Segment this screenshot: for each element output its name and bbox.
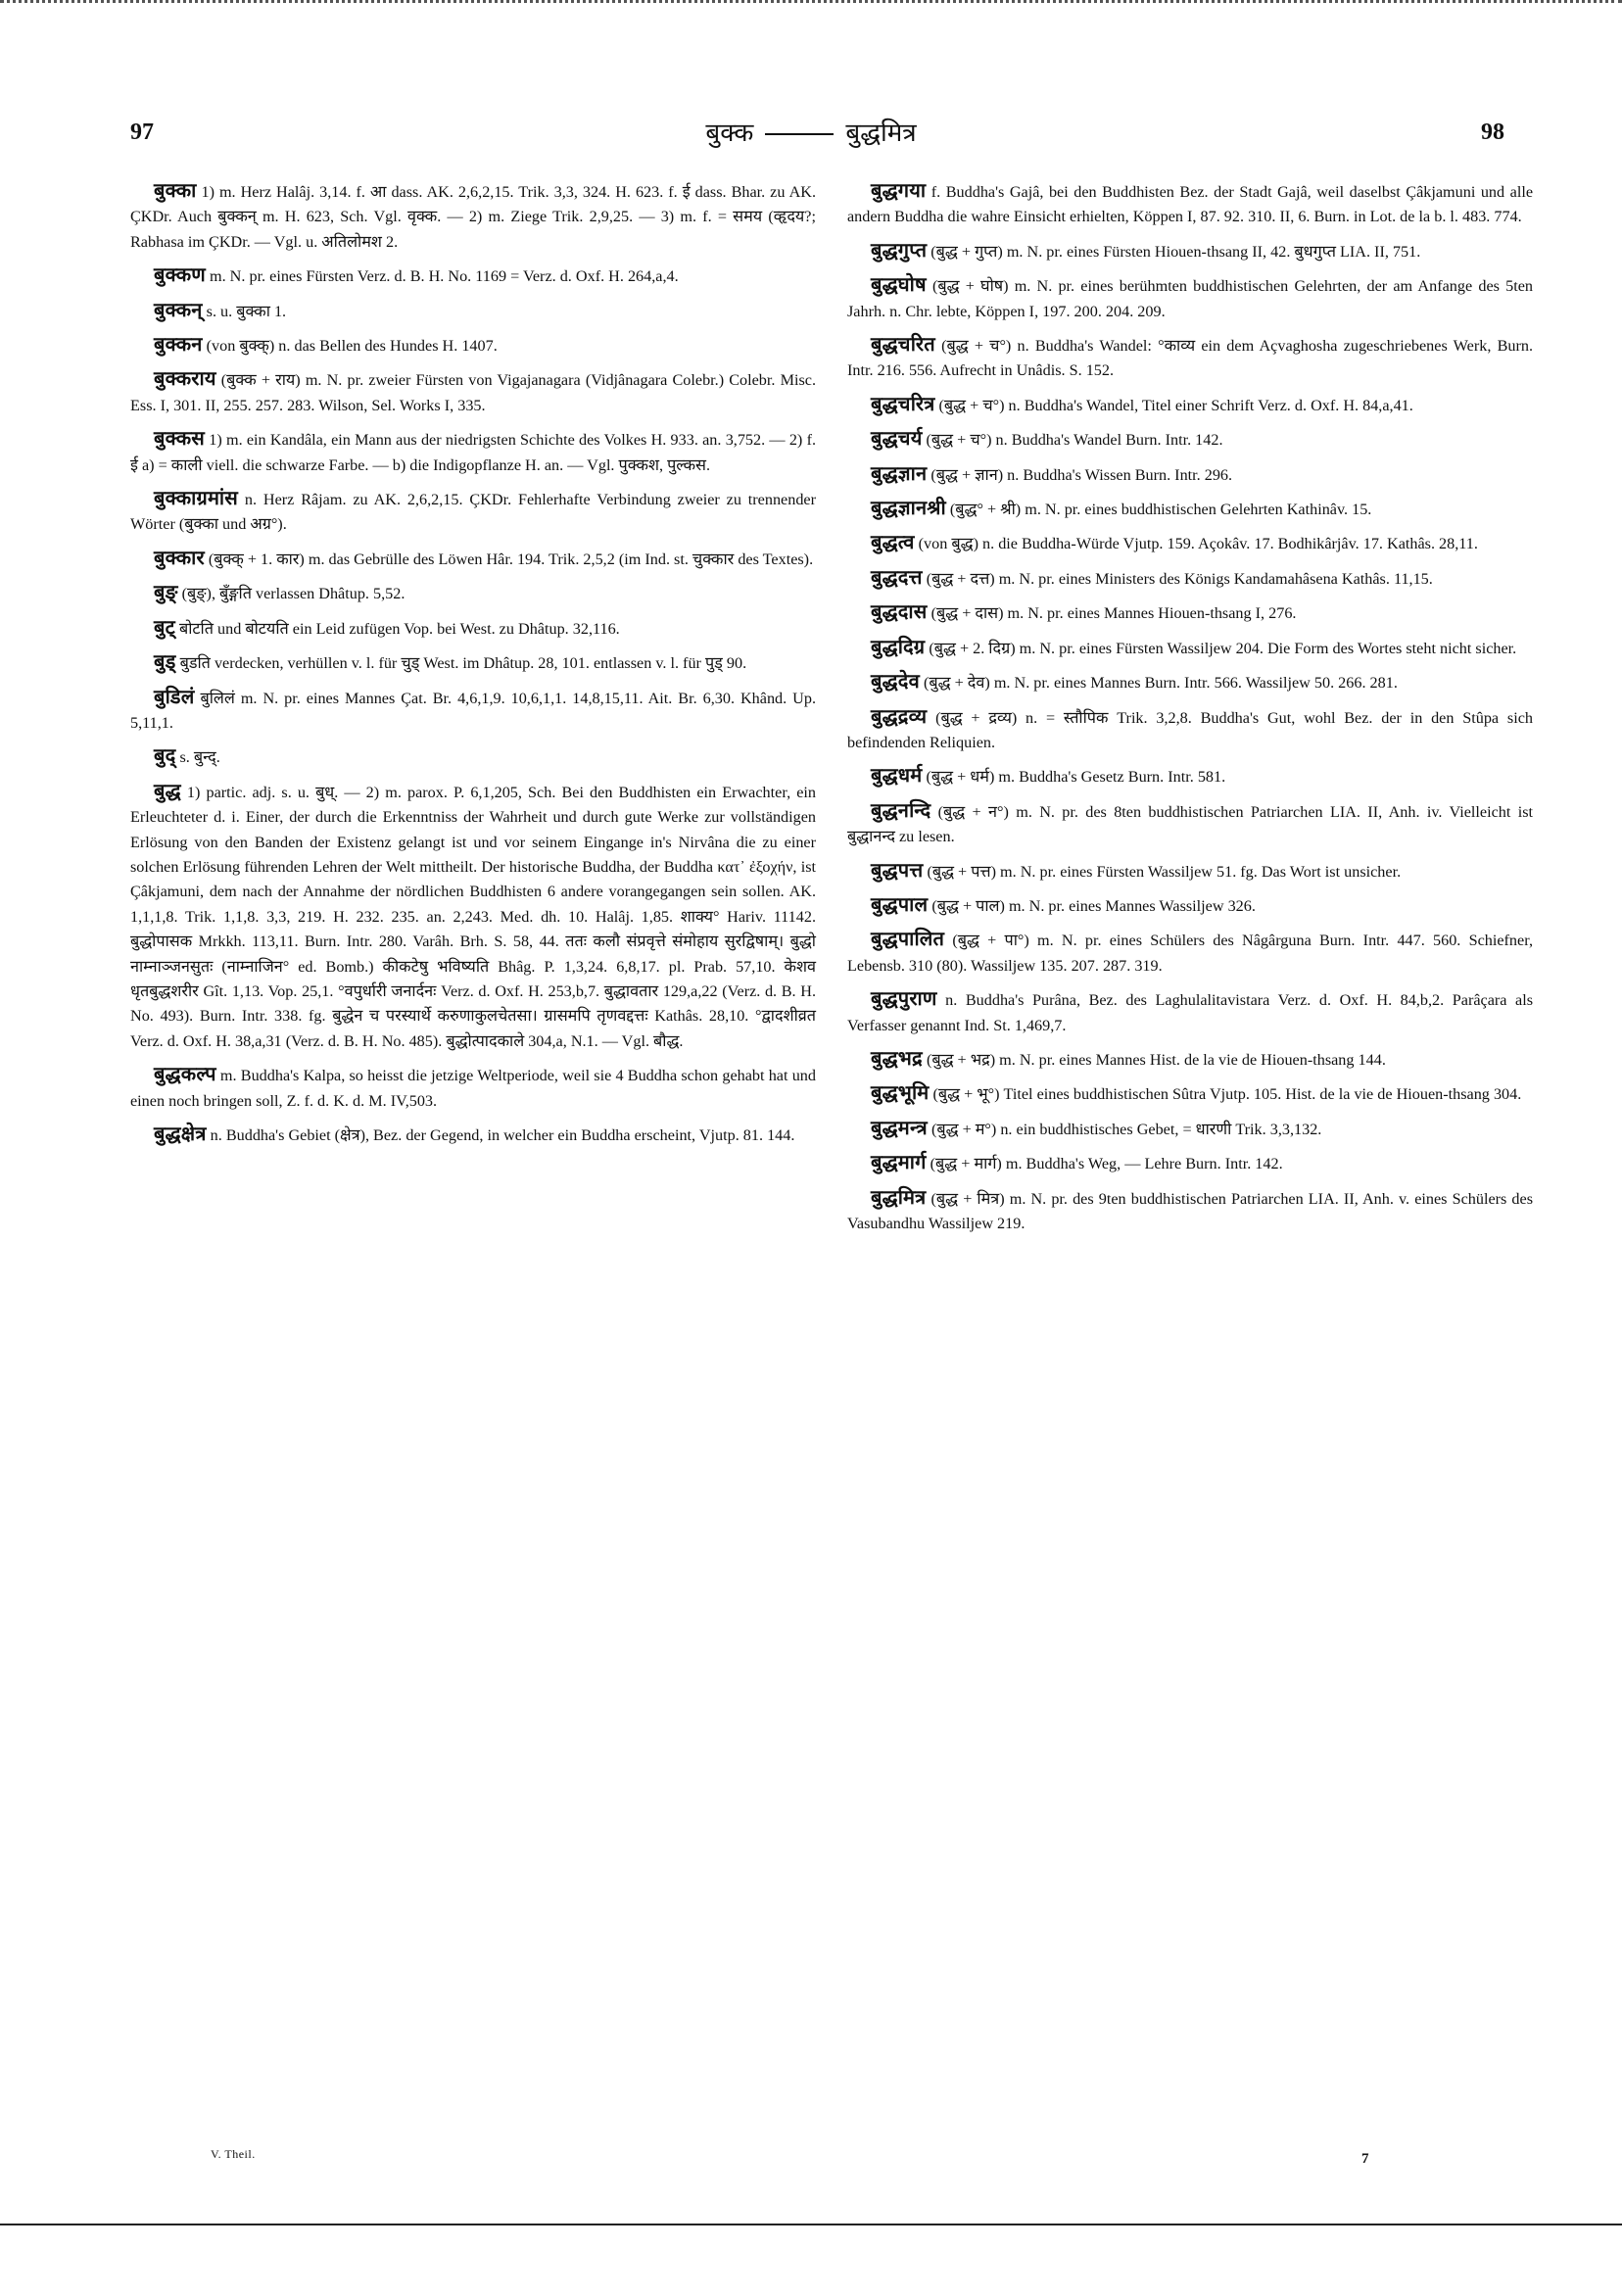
entry-headword: बुद्धद्रव्य xyxy=(871,703,928,728)
dictionary-entry xyxy=(130,1122,816,1148)
entry-text: (बुद्ध + भू°) Titel eines buddhistischen Sûtra Vjutp. 105. Hist. de la vie de Hiouen-thsang 304. xyxy=(932,1085,1522,1104)
entry-headword: बुद्धकल्प xyxy=(154,1062,216,1086)
dictionary-entry xyxy=(847,461,1533,488)
dictionary-entry xyxy=(847,565,1533,592)
dictionary-entry xyxy=(847,763,1533,789)
dictionary-entry xyxy=(130,178,816,255)
page-number-left: 97 xyxy=(130,120,154,145)
entry-headword: बुक्कार xyxy=(154,545,205,569)
entry-headword: बुद्धभूमि xyxy=(871,1080,930,1105)
entry-headword: बुद्धगुप्त xyxy=(871,237,928,262)
dictionary-entry xyxy=(847,178,1533,230)
entry-text: n. Buddha's Gebiet (क्षेत्र), Bez. der Gegend, in welcher ein Buddha erscheint, Vjutp. 81. 144. xyxy=(210,1126,795,1144)
dictionary-entry xyxy=(130,649,816,676)
dictionary-entry xyxy=(130,263,816,289)
entry-headword: बुद्धक्षेत्र xyxy=(154,1122,207,1145)
entry-headword: बुद्धचरित्र xyxy=(871,391,935,415)
running-head xyxy=(0,114,1622,149)
entry-headword: बुक्कन् xyxy=(154,297,203,321)
entry-headword: बुक्कण xyxy=(154,263,206,287)
dictionary-entry xyxy=(847,1116,1533,1142)
signature-mark: 7 xyxy=(1361,2151,1369,2167)
entry-headword: बुद्धदास xyxy=(871,599,928,624)
entry-headword: बुडिलं xyxy=(154,684,195,708)
entry-text: 1) m. ein Kandâla, ein Mann aus der niedrigsten Schichte des Volkes H. 933. an. 3,752. — 2) f. ई a) = काली viell. die schwarze Farbe. — b) die Indigopflanze H. an. — Vgl. पुक्कश, पुल्कस. xyxy=(130,431,817,474)
entry-text: f. Buddha's Gajâ, bei den Buddhisten Bez. der Stadt Gajâ, weil daselbst Çâkjamuni und alle andern Buddha die wahre Einsicht erhielten, Köppen I, 87. 92. 310. II, 6. Burn. in Lot. de la b. l. 483. 774. xyxy=(847,183,1533,226)
entry-text: (बुद्ध + पाल) m. N. pr. eines Mannes Wassiljew 326. xyxy=(931,896,1256,915)
dictionary-entry xyxy=(847,635,1533,661)
entry-headword: बुङ् xyxy=(154,580,178,604)
entry-headword: बुद्धभद्र xyxy=(871,1045,923,1070)
entry-headword: बुद्धदत्त xyxy=(871,564,923,589)
entry-headword: बुक्कराय xyxy=(154,366,216,391)
entry-headword: बुद्धनन्दि xyxy=(871,797,931,822)
entry-headword: बुद्धपुराण xyxy=(871,986,937,1011)
entry-text: (बुद्ध + धर्म) m. Buddha's Gesetz Burn. Intr. 581. xyxy=(926,768,1226,787)
dictionary-entry xyxy=(847,332,1533,384)
dictionary-entry xyxy=(130,743,816,770)
entry-text: (बुक्क + राय) m. N. pr. zweier Fürsten von Vigajanagara (Vidjânagara Colebr.) Colebr. Misc. Ess. I, 301. II, 255. 257. 283. Wilson, Sel. Works I, 335. xyxy=(130,371,817,414)
entry-headword: बुद्धधर्म xyxy=(871,763,923,788)
entry-headword: बुद्धमित्र xyxy=(871,1184,927,1209)
dictionary-entry xyxy=(847,858,1533,885)
entry-text: (बुद्ध + म°) n. ein buddhistisches Gebet, = धारणी Trik. 3,3,132. xyxy=(930,1120,1322,1138)
dictionary-entry xyxy=(847,496,1533,522)
dictionary-entry xyxy=(847,530,1533,556)
entry-headword: बुद्धज्ञानश्री xyxy=(871,496,946,520)
entry-headword: बुद्धपत्त xyxy=(871,857,924,882)
entry-text: (बुद्ध° + श्री) m. N. pr. eines buddhistischen Gelehrten Kathinâv. 15. xyxy=(949,501,1372,519)
dictionary-entry xyxy=(130,615,816,642)
entry-text: (बुद्ध + द्रव्य) n. = स्तौपिक Trik. 3,2,8. Buddha's Gut, wohl Bez. der in den Stûpa sich befindenden Reliquien. xyxy=(847,708,1533,751)
dictionary-entry xyxy=(847,986,1533,1038)
entry-headword: बुद्धदिग्र xyxy=(871,634,926,658)
entry-headword: बुक्का xyxy=(154,178,197,202)
entry-headword: बुद्धमार्ग xyxy=(871,1150,927,1174)
dictionary-entry xyxy=(130,332,816,359)
entry-text: 1) partic. adj. s. u. बुध्. — 2) m. parox. P. 6,1,205, Sch. Bei den Buddhisten ein Erwachter, ein Erleuchteter d. i. Einer, der durch die Erkenntniss der Wahrheit und durch gute Werke zur vollständigen Erlösung von den Banden der Existenz gelangt ist und vor seinem Eingange in's Nirvâna die zu einer solchen Erlösung führenden Lehren der Welt mittheilt. Der historische Buddha, der Buddha κατ᾽ ἐξοχήν, ist Çâkjamuni, dem nach der Annahme der nördlichen Buddhisten 6 andere vorangegangen sein sollen. AK. 1,1,1,8. Trik. 1,1,8. 3,3, 219. H. 232. 235. an. 2,243. Med. dh. 10. Halâj. 1,85. शाक्य° Hariv. 11142. बुद्धोपासक Mrkkh. 113,11. Burn. Intr. 280. Varâh. Brh. S. 58, 44. ततः कलौ संप्रवृत्ते संमोहाय सुरद्विषाम्। बुद्धो नाम्नाञ्जनसुतः (नाम्नाजिन° ed. Bomb.) कीकटेषु भविष्यति Bhâg. P. 1,3,24. 6,8,17. pl. Prab. 57,10. केशव धृतबुद्धशरीर Gît. 1,13. Vop. 25,1. °वपुर्धारी जनार्दनः Verz. d. Oxf. H. 253,b,7. बुद्धावतार 129,a,22 (Verz. d. B. H. No. 493). Burn. Intr. 338. fg. बुद्धेन च परस्यार्थे करुणाकुलचेतसा। ग्रासमपि तृणवद्दत्तः Kathâs. 28,10. °द्वादशीव्रत Verz. d. Oxf. H. 38,a,31 (Verz. d. B. H. No. 485). बुद्धोत्पादकाले 304,a, N.1. — Vgl. बौद्ध. xyxy=(130,783,816,1050)
volume-note: V. Theil. xyxy=(211,2147,256,2161)
entry-text: (बुङ्), बुँङ्गति verlassen Dhâtup. 5,52. xyxy=(181,585,406,603)
entry-text: बुडति verdecken, verhüllen v. l. für चुड् West. im Dhâtup. 28, 101. entlassen v. l. für पुड् 90. xyxy=(179,654,747,673)
entry-text: n. Herz Râjam. zu AK. 2,6,2,15. ÇKDr. Fehlerhafte Verbindung zweier zu trennender Wörter (बुक्का und अग्र°). xyxy=(130,491,816,534)
entry-text: (von बुद्ध) n. die Buddha-Würde Vjutp. 159. Açokâv. 17. Bodhikârjâv. 17. Kathâs. 28,11. xyxy=(918,535,1478,553)
entry-headword: बुद्धचरित xyxy=(871,332,935,357)
entry-headword: बुट् xyxy=(154,614,175,639)
dictionary-entry xyxy=(847,599,1533,626)
dictionary-entry xyxy=(847,272,1533,324)
dictionary-entry xyxy=(130,685,816,737)
entry-text: (बुद्ध + च°) n. Buddha's Wandel: °काव्य ein dem Açvaghosha zugeschriebenes Werk, Burn. Intr. 216. 556. Aufrecht in Unâdis. S. 152. xyxy=(847,337,1533,380)
dictionary-entry xyxy=(130,546,816,572)
running-head-last-word: बुद्धमित्र xyxy=(845,119,917,148)
left-column xyxy=(130,178,816,1156)
entry-text: (बुद्ध + गुप्त) m. N. pr. eines Fürsten Hiouen-thsang II, 42. बुधगुप्त LIA. II, 751. xyxy=(930,242,1421,261)
entry-text: बुलिलं m. N. pr. eines Mannes Çat. Br. 4,6,1,9. 10,6,1,1. 14,8,15,11. Ait. Br. 6,30. Khând. Up. 5,11,1. xyxy=(130,689,816,732)
dictionary-entry xyxy=(847,892,1533,919)
dictionary-entry xyxy=(847,798,1533,850)
entry-headword: बुड् xyxy=(154,649,176,674)
top-edge-rule xyxy=(0,0,1622,3)
dictionary-entry xyxy=(130,779,816,1054)
bottom-rule xyxy=(0,2224,1622,2225)
dictionary-entry xyxy=(847,1080,1533,1107)
entry-text: s. बुन्द्. xyxy=(179,748,220,767)
dictionary-entry xyxy=(130,298,816,324)
entry-headword: बुद्धचर्य xyxy=(871,426,923,451)
entry-text: n. Buddha's Purâna, Bez. des Laghulalitavistara Verz. d. Oxf. H. 84,b,2. Parâçara als Verfasser genannt Ind. St. 1,469,7. xyxy=(847,991,1534,1034)
dictionary-entry xyxy=(130,366,816,418)
entry-headword: बुक्काग्रमांस xyxy=(154,486,238,510)
entry-text: (बुद्ध + 2. दिग्र) m. N. pr. eines Fürsten Wassiljew 204. Die Form des Wortes steht nicht sicher. xyxy=(929,639,1517,657)
dictionary-entry xyxy=(847,669,1533,695)
entry-text: (बुक्क् + 1. कार) m. das Gebrülle des Löwen Hâr. 194. Trik. 2,5,2 (im Ind. st. चुक्कार des Textes). xyxy=(208,550,814,568)
entry-headword: बुद्धघोष xyxy=(871,272,927,297)
entry-headword: बुद्ध xyxy=(154,778,181,802)
dictionary-entry xyxy=(847,238,1533,264)
running-head-dash xyxy=(765,133,834,135)
dictionary-entry xyxy=(847,1185,1533,1237)
entry-text: m. N. pr. eines Fürsten Verz. d. B. H. No. 1169 = Verz. d. Oxf. H. 264,a,4. xyxy=(210,267,679,286)
dictionary-entry xyxy=(130,426,816,478)
entry-text: (बुद्ध + दास) m. N. pr. eines Mannes Hiouen-thsang I, 276. xyxy=(930,604,1297,623)
entry-text: (बुद्ध + च°) n. Buddha's Wandel Burn. Intr. 142. xyxy=(926,431,1223,450)
entry-headword: बुद् xyxy=(154,743,176,768)
entry-headword: बुद्धमन्त्र xyxy=(871,1115,928,1139)
entry-text: s. u. बुक्का 1. xyxy=(206,302,287,320)
entry-text: m. Buddha's Kalpa, so heisst die jetzige Weltperiode, weil sie 4 Buddha schon gehabt hat und einen noch bringen soll, Z. f. d. K. d. M. IV,503. xyxy=(130,1067,816,1110)
entry-text: (बुद्ध + भद्र) m. N. pr. eines Mannes Hist. de la vie de Hiouen-thsang 144. xyxy=(926,1050,1386,1069)
entry-text: (बुद्ध + मित्र) m. N. pr. des 9ten buddhistischen Patriarchen LIA. II, Anh. v. eines Schülers des Vasubandhu Wassiljew 219. xyxy=(847,1189,1534,1232)
dictionary-entry xyxy=(130,580,816,606)
dictionary-entry xyxy=(847,392,1533,418)
entry-text: (बुद्ध + पा°) m. N. pr. eines Schülers des Nâgârguna Burn. Intr. 447. 560. Schiefner, Lebensb. 310 (80). Wassiljew 135. 207. 287. 319. xyxy=(847,932,1534,975)
entry-headword: बुक्कन xyxy=(154,332,203,357)
entry-text: (बुद्ध + देव) m. N. pr. eines Mannes Burn. Intr. 566. Wassiljew 50. 266. 281. xyxy=(924,674,1398,693)
running-head-first-word: बुक्क xyxy=(705,119,754,148)
entry-headword: बुक्कस xyxy=(154,426,205,451)
entry-headword: बुद्धज्ञान xyxy=(871,460,928,485)
entry-headword: बुद्धदेव xyxy=(871,669,920,694)
right-column xyxy=(847,178,1533,1244)
entry-text: (बुद्ध + न°) m. N. pr. des 8ten buddhistischen Patriarchen LIA. II, Anh. iv. Vielleicht ist बुद्धानन्द zu lesen. xyxy=(847,802,1533,846)
entry-text: 1) m. Herz Halâj. 3,14. f. आ dass. AK. 2,6,2,15. Trik. 3,3, 324. H. 623. f. ई dass. Bhar. zu AK. ÇKDr. Auch बुक्कन् m. H. 623, Sch. Vgl. वृक्क. — 2) m. Ziege Trik. 2,9,25. — 3) m. f. = समय (व्हृदय?; Rabhasa im ÇKDr. — Vgl. u. अतिलोमश 2. xyxy=(130,183,816,251)
dictionary-entry xyxy=(847,927,1533,979)
entry-text: बोटति und बोटयति ein Leid zufügen Vop. bei West. zu Dhâtup. 32,116. xyxy=(178,619,620,638)
page-number-right: 98 xyxy=(1481,120,1504,145)
entry-text: (बुद्ध + दत्त) m. N. pr. eines Ministers des Königs Kandamahâsena Kathâs. 11,15. xyxy=(926,569,1433,588)
entry-text: (von बुक्क्) n. das Bellen des Hundes H. 1407. xyxy=(206,337,498,356)
entry-headword: बुद्धत्व xyxy=(871,530,915,554)
entry-text: (बुद्ध + ज्ञान) n. Buddha's Wissen Burn. Intr. 296. xyxy=(930,465,1233,484)
dictionary-entry xyxy=(130,486,816,538)
dictionary-entry xyxy=(847,1150,1533,1176)
dictionary-entry xyxy=(847,426,1533,453)
entry-headword: बुद्धपाल xyxy=(871,891,929,916)
dictionary-entry xyxy=(847,704,1533,756)
dictionary-entry xyxy=(130,1062,816,1114)
entry-text: (बुद्ध + मार्ग) m. Buddha's Weg, — Lehre Burn. Intr. 142. xyxy=(930,1155,1283,1173)
entry-headword: बुद्धगया xyxy=(871,178,927,202)
entry-text: (बुद्ध + घोष) m. N. pr. eines berühmten buddhistischen Gelehrten, der am Anfange des 5ten Jahrh. n. Chr. lebte, Köppen I, 197. 200. 204. 209. xyxy=(847,277,1533,320)
entry-text: (बुद्ध + पत्त) m. N. pr. eines Fürsten Wassiljew 51. fg. Das Wort ist unsicher. xyxy=(927,862,1402,881)
entry-text: (बुद्ध + च°) n. Buddha's Wandel, Titel einer Schrift Verz. d. Oxf. H. 84,a,41. xyxy=(938,396,1413,414)
dictionary-entry xyxy=(847,1046,1533,1073)
entry-headword: बुद्धपालित xyxy=(871,927,945,951)
